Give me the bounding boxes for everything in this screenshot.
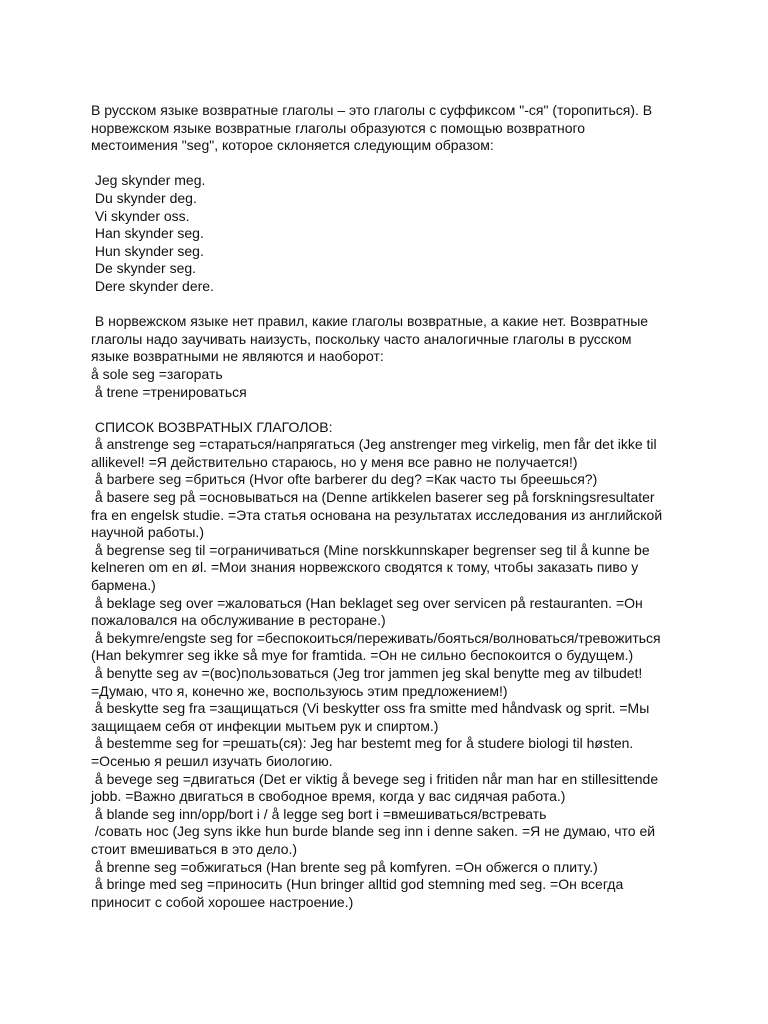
list-line: å bevege seg =двигаться (Det er viktig å bevege seg i fritiden når man har en stillesittende <box>91 770 659 787</box>
list-line: =Думаю, что я, конечно же, воспользуюсь этим предложением!) <box>91 682 508 699</box>
list-line: å begrense seg til =ограничиваться (Mine norskkunnskaper begrenser seg til å kunne be <box>91 541 650 558</box>
list-line: бармена.) <box>91 577 156 594</box>
document-page <box>91 102 691 911</box>
blank-line <box>91 296 691 314</box>
conjugation-line: Vi skynder oss. <box>91 207 190 224</box>
conjugation-line: Dere skynder dere. <box>91 277 214 294</box>
conjugation-list <box>91 172 691 295</box>
list-line: kelneren om en øl. =Мои знания норвежского сводятся к тому, чтобы заказать пиво у <box>91 559 639 576</box>
text-line: местоимения "seg", которое склоняется следующим образом: <box>91 137 494 154</box>
list-line: пожаловался на обслуживание в ресторане.) <box>91 612 386 629</box>
text-line: норвежском языке возвратные глаголы образуются с помощью возвратного <box>91 119 586 136</box>
conjugation-line: Jeg skynder meg. <box>91 172 206 189</box>
list-line: å basere seg på =основываться на (Denne artikkelen baserer seg på forskningsresultater <box>91 489 655 506</box>
list-line: allikevel! =Я действительно стараюсь, но у меня все равно не получается!) <box>91 453 578 470</box>
list-line: (Han bekymrer seg ikke så mye for framtida. =Он не сильно беспокоится о будущем.) <box>91 647 634 664</box>
list-line: å beskytte seg fra =защищаться (Vi beskytter oss fra smitte med håndvask og sprit. =Мы <box>91 700 650 717</box>
rules-paragraph <box>91 313 691 401</box>
text-line: глаголы надо заучивать наизусть, поскольку часто аналогичные глаголы в русском <box>91 330 632 347</box>
conjugation-line: Du skynder deg. <box>91 189 197 206</box>
text-line: å trene =тренироваться <box>91 383 247 400</box>
list-line: защищаем себя от инфекции мытьем рук и спиртом.) <box>91 717 439 734</box>
list-line: стоит вмешиваться в это дело.) <box>91 840 298 857</box>
conjugation-line: Hun skynder seg. <box>91 242 204 259</box>
list-line: å anstrenge seg =стараться/напрягаться (Jeg anstrenger meg virkelig, men får det ikke til <box>91 436 657 453</box>
list-line: /совать нос (Jeg syns ikke hun burde blande seg inn i denne saken. =Я не думаю, что ей <box>91 823 656 840</box>
text-line: В норвежском языке нет правил, какие глаголы возвратные, а какие нет. Возвратные <box>91 313 649 330</box>
list-heading: СПИСОК ВОЗВРАТНЫХ ГЛАГОЛОВ: <box>91 418 333 435</box>
list-line: å bringe med seg =приносить (Hun bringer alltid god stemning med seg. =Он всегда <box>91 876 624 893</box>
list-line: å bestemme seg for =решать(ся): Jeg har bestemt meg for å studere biologi til høsten. <box>91 735 634 752</box>
list-line: å brenne seg =обжигаться (Han brente seg på komfyren. =Он обжегся о плиту.) <box>91 858 598 875</box>
conjugation-line: De skynder seg. <box>91 260 197 277</box>
list-line: jobb. =Важно двигаться в свободное время, когда у вас сидячая работа.) <box>91 788 566 805</box>
text-line: å sole seg =загорать <box>91 365 223 382</box>
conjugation-line: Han skynder seg. <box>91 225 204 242</box>
intro-paragraph <box>91 102 691 155</box>
list-line: å beklage seg over =жаловаться (Han beklaget seg over servicen på restauranten. =Он <box>91 594 643 611</box>
list-line: приносит с собой хорошее настроение.) <box>91 893 354 910</box>
verb-list <box>91 436 691 911</box>
list-line: fra en engelsk studie. =Эта статья основана на результатах исследования из английской <box>91 506 663 523</box>
text-line: языке возвратными не являются и наоборот: <box>91 348 384 365</box>
list-line: научной работы.) <box>91 524 204 541</box>
text-line: В русском языке возвратные глаголы – это глаголы с суффиксом "-ся" (торопиться). В <box>91 102 653 118</box>
blank-line <box>91 401 691 419</box>
list-line: å barbere seg =бриться (Hvor ofte barberer du deg? =Как часто ты бреешься?) <box>91 471 598 488</box>
list-line: å benytte seg av =(вос)пользоваться (Jeg tror jammen jeg skal benytte meg av tilbudet! <box>91 665 643 681</box>
blank-line <box>91 155 691 173</box>
list-line: =Осенью я решил изучать биологию. <box>91 752 333 769</box>
list-line: å bekymre/engste seg for =беспокоиться/переживать/бояться/волноваться/тревожиться <box>91 629 661 646</box>
list-line: å blande seg inn/opp/bort i / å legge seg bort i =вмешиваться/встревать <box>91 805 547 822</box>
